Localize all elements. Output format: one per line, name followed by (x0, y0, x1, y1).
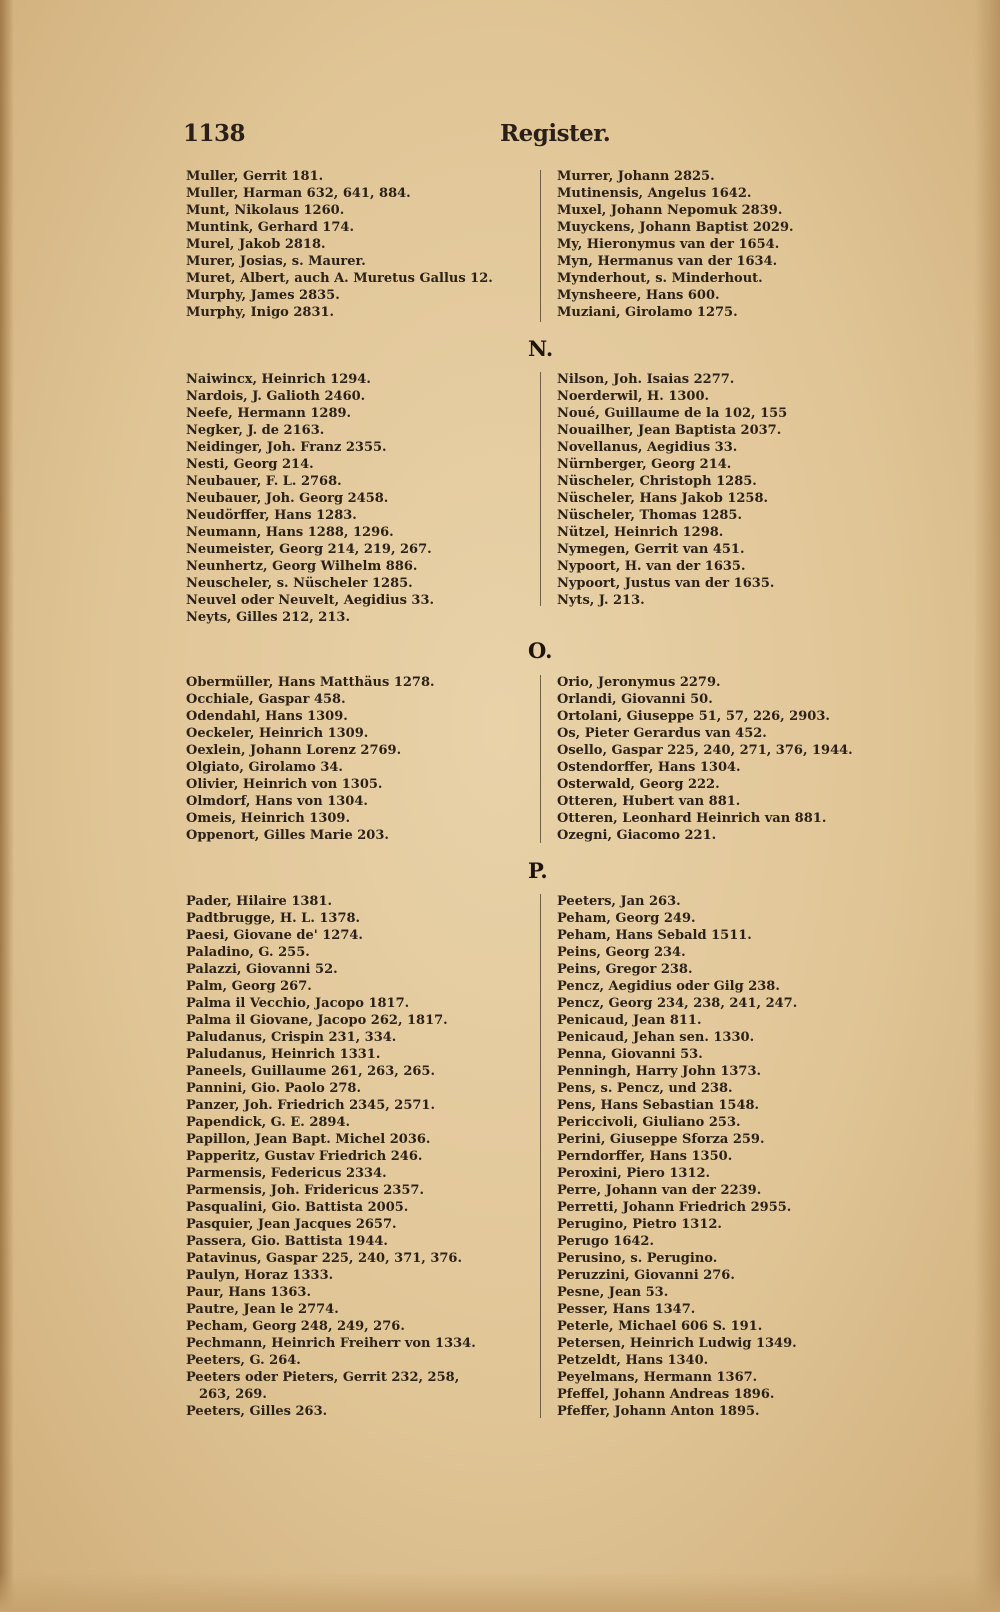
index-entry: Olivier, Heinrich von 1305. (186, 777, 383, 792)
index-entry: Murer, Josias, s. Maurer. (186, 254, 366, 269)
section-letter-o: O. (528, 638, 553, 663)
index-entry: Papillon, Jean Bapt. Michel 2036. (186, 1132, 431, 1147)
index-entry: Pannini, Gio. Paolo 278. (186, 1081, 361, 1096)
index-entry: Oexlein, Johann Lorenz 2769. (186, 743, 402, 758)
index-entry: Peruzzini, Giovanni 276. (557, 1268, 735, 1283)
index-entry: Palma il Giovane, Jacopo 262, 1817. (186, 1013, 448, 1028)
index-entry: Murel, Jakob 2818. (186, 237, 326, 252)
index-entry: Nüscheler, Christoph 1285. (557, 474, 757, 489)
index-entry: Pautre, Jean le 2774. (186, 1302, 339, 1317)
index-entry: Papperitz, Gustav Friedrich 246. (186, 1149, 423, 1164)
index-entry: Palma il Vecchio, Jacopo 1817. (186, 996, 410, 1011)
page-shadow-left (0, 0, 14, 1612)
index-entry: Occhiale, Gaspar 458. (186, 692, 346, 707)
index-entry: Peham, Georg 249. (557, 911, 696, 926)
column-divider (540, 675, 541, 843)
index-entry: Muziani, Girolamo 1275. (557, 305, 738, 320)
index-entry: Peeters, Gilles 263. (186, 1404, 328, 1419)
index-entry: Peeters oder Pieters, Gerrit 232, 258, (186, 1370, 460, 1385)
section-m-left-column (186, 168, 516, 321)
index-entry: Paludanus, Crispin 231, 334. (186, 1030, 397, 1045)
index-entry: Perndorffer, Hans 1350. (557, 1149, 733, 1164)
section-p-right-column (557, 893, 887, 1420)
index-entry: Parmensis, Joh. Fridericus 2357. (186, 1183, 424, 1198)
index-entry: Neyts, Gilles 212, 213. (186, 610, 350, 625)
index-entry: Neidinger, Joh. Franz 2355. (186, 440, 387, 455)
index-entry: Paesi, Giovane de' 1274. (186, 928, 363, 943)
index-entry: Mynsheere, Hans 600. (557, 288, 720, 303)
index-entry: Paur, Hans 1363. (186, 1285, 311, 1300)
index-entry: Muyckens, Johann Baptist 2029. (557, 220, 794, 235)
index-entry: Osterwald, Georg 222. (557, 777, 720, 792)
index-entry: Muller, Gerrit 181. (186, 169, 324, 184)
index-entry: Nardois, J. Galioth 2460. (186, 389, 366, 404)
index-entry: Neuvel oder Neuvelt, Aegidius 33. (186, 593, 435, 608)
index-entry: Muller, Harman 632, 641, 884. (186, 186, 411, 201)
index-entry: Orlandi, Giovanni 50. (557, 692, 713, 707)
index-entry: Nüscheler, Thomas 1285. (557, 508, 742, 523)
index-entry: Neuscheler, s. Nüscheler 1285. (186, 576, 413, 591)
index-entry: Nützel, Heinrich 1298. (557, 525, 724, 540)
index-entry: Neudörffer, Hans 1283. (186, 508, 357, 523)
index-entry: Palazzi, Giovanni 52. (186, 962, 338, 977)
index-entry: Neumeister, Georg 214, 219, 267. (186, 542, 432, 557)
index-entry: Muret, Albert, auch A. Muretus Gallus 12. (186, 271, 493, 286)
section-letter-n: N. (528, 336, 554, 361)
column-divider (540, 170, 541, 322)
index-entry: Pechmann, Heinrich Freiherr von 1334. (186, 1336, 476, 1351)
index-entry: Pader, Hilaire 1381. (186, 894, 333, 909)
index-entry: Petzeldt, Hans 1340. (557, 1353, 709, 1368)
index-entry: Osello, Gaspar 225, 240, 271, 376, 1944. (557, 743, 853, 758)
index-entry: Pecham, Georg 248, 249, 276. (186, 1319, 405, 1334)
index-entry: Perusino, s. Perugino. (557, 1251, 718, 1266)
index-entry: Neunhertz, Georg Wilhelm 886. (186, 559, 418, 574)
index-entry: Penicaud, Jean 811. (557, 1013, 702, 1028)
index-entry: Penningh, Harry John 1373. (557, 1064, 762, 1079)
section-p-left-column (186, 893, 516, 1420)
page-number: 1138 (183, 120, 246, 147)
index-entry: Pesne, Jean 53. (557, 1285, 669, 1300)
index-entry: Novellanus, Aegidius 33. (557, 440, 738, 455)
index-entry: Obermüller, Hans Matthäus 1278. (186, 675, 435, 690)
index-entry: Munt, Nikolaus 1260. (186, 203, 345, 218)
index-entry: Peham, Hans Sebald 1511. (557, 928, 752, 943)
index-entry: Nouailher, Jean Baptista 2037. (557, 423, 782, 438)
index-entry: Omeis, Heinrich 1309. (186, 811, 350, 826)
index-entry: Oeckeler, Heinrich 1309. (186, 726, 369, 741)
index-entry: Neumann, Hans 1288, 1296. (186, 525, 394, 540)
index-entry: Nypoort, Justus van der 1635. (557, 576, 775, 591)
index-entry: Nürnberger, Georg 214. (557, 457, 732, 472)
index-entry: Petersen, Heinrich Ludwig 1349. (557, 1336, 797, 1351)
index-entry: Peins, Gregor 238. (557, 962, 693, 977)
index-entry: Parmensis, Federicus 2334. (186, 1166, 387, 1181)
index-entry: Nüscheler, Hans Jakob 1258. (557, 491, 769, 506)
index-entry: Neubauer, Joh. Georg 2458. (186, 491, 389, 506)
index-entry: Nesti, Georg 214. (186, 457, 314, 472)
index-entry: Otteren, Hubert van 881. (557, 794, 741, 809)
index-entry: Pfeffel, Johann Andreas 1896. (557, 1387, 775, 1402)
index-entry: Paludanus, Heinrich 1331. (186, 1047, 381, 1062)
index-entry: Peeters, G. 264. (186, 1353, 301, 1368)
index-entry: Peroxini, Piero 1312. (557, 1166, 711, 1181)
index-entry: Mynderhout, s. Minderhout. (557, 271, 763, 286)
index-entry: Mutinensis, Angelus 1642. (557, 186, 752, 201)
index-entry: Neefe, Hermann 1289. (186, 406, 352, 421)
index-entry: Olmdorf, Hans von 1304. (186, 794, 368, 809)
index-entry: Neubauer, F. L. 2768. (186, 474, 342, 489)
index-entry: Penna, Giovanni 53. (557, 1047, 703, 1062)
index-entry: Perugo 1642. (557, 1234, 654, 1249)
section-m-right-column (557, 168, 887, 321)
index-entry: Murrer, Johann 2825. (557, 169, 715, 184)
section-o-left-column (186, 674, 516, 844)
page-shadow-bottom (0, 1572, 1000, 1612)
index-entry: Passera, Gio. Battista 1944. (186, 1234, 388, 1249)
index-entry: Nilson, Joh. Isaias 2277. (557, 372, 735, 387)
index-entry: Nyts, J. 213. (557, 593, 645, 608)
index-entry: Odendahl, Hans 1309. (186, 709, 348, 724)
index-entry: Pasqualini, Gio. Battista 2005. (186, 1200, 409, 1215)
index-entry: Olgiato, Girolamo 34. (186, 760, 343, 775)
index-entry: Padtbrugge, H. L. 1378. (186, 911, 361, 926)
page-shadow-right (974, 0, 1000, 1612)
index-entry: Paneels, Guillaume 261, 263, 265. (186, 1064, 435, 1079)
index-entry: Peterle, Michael 606 S. 191. (557, 1319, 763, 1334)
column-divider (540, 372, 541, 606)
index-entry: Otteren, Leonhard Heinrich van 881. (557, 811, 827, 826)
column-divider (540, 894, 541, 1418)
index-entry: Pens, s. Pencz, und 238. (557, 1081, 733, 1096)
index-entry: Pencz, Georg 234, 238, 241, 247. (557, 996, 798, 1011)
index-entry: Os, Pieter Gerardus van 452. (557, 726, 767, 741)
index-entry: My, Hieronymus van der 1654. (557, 237, 780, 252)
index-entry: Myn, Hermanus van der 1634. (557, 254, 778, 269)
index-entry: Murphy, James 2835. (186, 288, 340, 303)
index-entry: Nymegen, Gerrit van 451. (557, 542, 745, 557)
section-n-left-column (186, 371, 516, 626)
index-entry: Paladino, G. 255. (186, 945, 310, 960)
index-entry: Perre, Johann van der 2239. (557, 1183, 762, 1198)
index-entry: Pencz, Aegidius oder Gilg 238. (557, 979, 780, 994)
index-entry: Ortolani, Giuseppe 51, 57, 226, 2903. (557, 709, 830, 724)
index-entry-continuation: 263, 269. (199, 1387, 267, 1402)
index-entry: Peyelmans, Hermann 1367. (557, 1370, 758, 1385)
index-entry: Noué, Guillaume de la 102, 155 (557, 406, 788, 421)
index-entry: Palm, Georg 267. (186, 979, 312, 994)
section-o-right-column (557, 674, 887, 844)
index-entry: Perretti, Johann Friedrich 2955. (557, 1200, 792, 1215)
index-entry: Peins, Georg 234. (557, 945, 686, 960)
index-entry: Ostendorffer, Hans 1304. (557, 760, 741, 775)
section-letter-p: P. (528, 858, 548, 883)
index-entry: Pasquier, Jean Jacques 2657. (186, 1217, 397, 1232)
index-entry: Pfeffer, Johann Anton 1895. (557, 1404, 760, 1419)
index-entry: Papendick, G. E. 2894. (186, 1115, 351, 1130)
index-entry: Pens, Hans Sebastian 1548. (557, 1098, 760, 1113)
index-entry: Perugino, Pietro 1312. (557, 1217, 722, 1232)
index-entry: Orio, Jeronymus 2279. (557, 675, 721, 690)
index-entry: Penicaud, Jehan sen. 1330. (557, 1030, 755, 1045)
page-title: Register. (500, 120, 611, 147)
index-entry: Negker, J. de 2163. (186, 423, 325, 438)
index-entry: Peeters, Jan 263. (557, 894, 681, 909)
index-entry: Oppenort, Gilles Marie 203. (186, 828, 389, 843)
section-n-right-column (557, 371, 887, 609)
index-entry: Noerderwil, H. 1300. (557, 389, 710, 404)
index-entry: Murphy, Inigo 2831. (186, 305, 335, 320)
index-entry: Muntink, Gerhard 174. (186, 220, 354, 235)
index-entry: Paulyn, Horaz 1333. (186, 1268, 334, 1283)
index-entry: Perini, Giuseppe Sforza 259. (557, 1132, 765, 1147)
index-entry: Nypoort, H. van der 1635. (557, 559, 746, 574)
index-entry: Naiwincx, Heinrich 1294. (186, 372, 371, 387)
index-entry: Ozegni, Giacomo 221. (557, 828, 717, 843)
index-entry: Patavinus, Gaspar 225, 240, 371, 376. (186, 1251, 463, 1266)
index-entry: Panzer, Joh. Friedrich 2345, 2571. (186, 1098, 436, 1113)
index-entry: Pesser, Hans 1347. (557, 1302, 696, 1317)
index-entry: Periccivoli, Giuliano 253. (557, 1115, 741, 1130)
index-entry: Muxel, Johann Nepomuk 2839. (557, 203, 783, 218)
